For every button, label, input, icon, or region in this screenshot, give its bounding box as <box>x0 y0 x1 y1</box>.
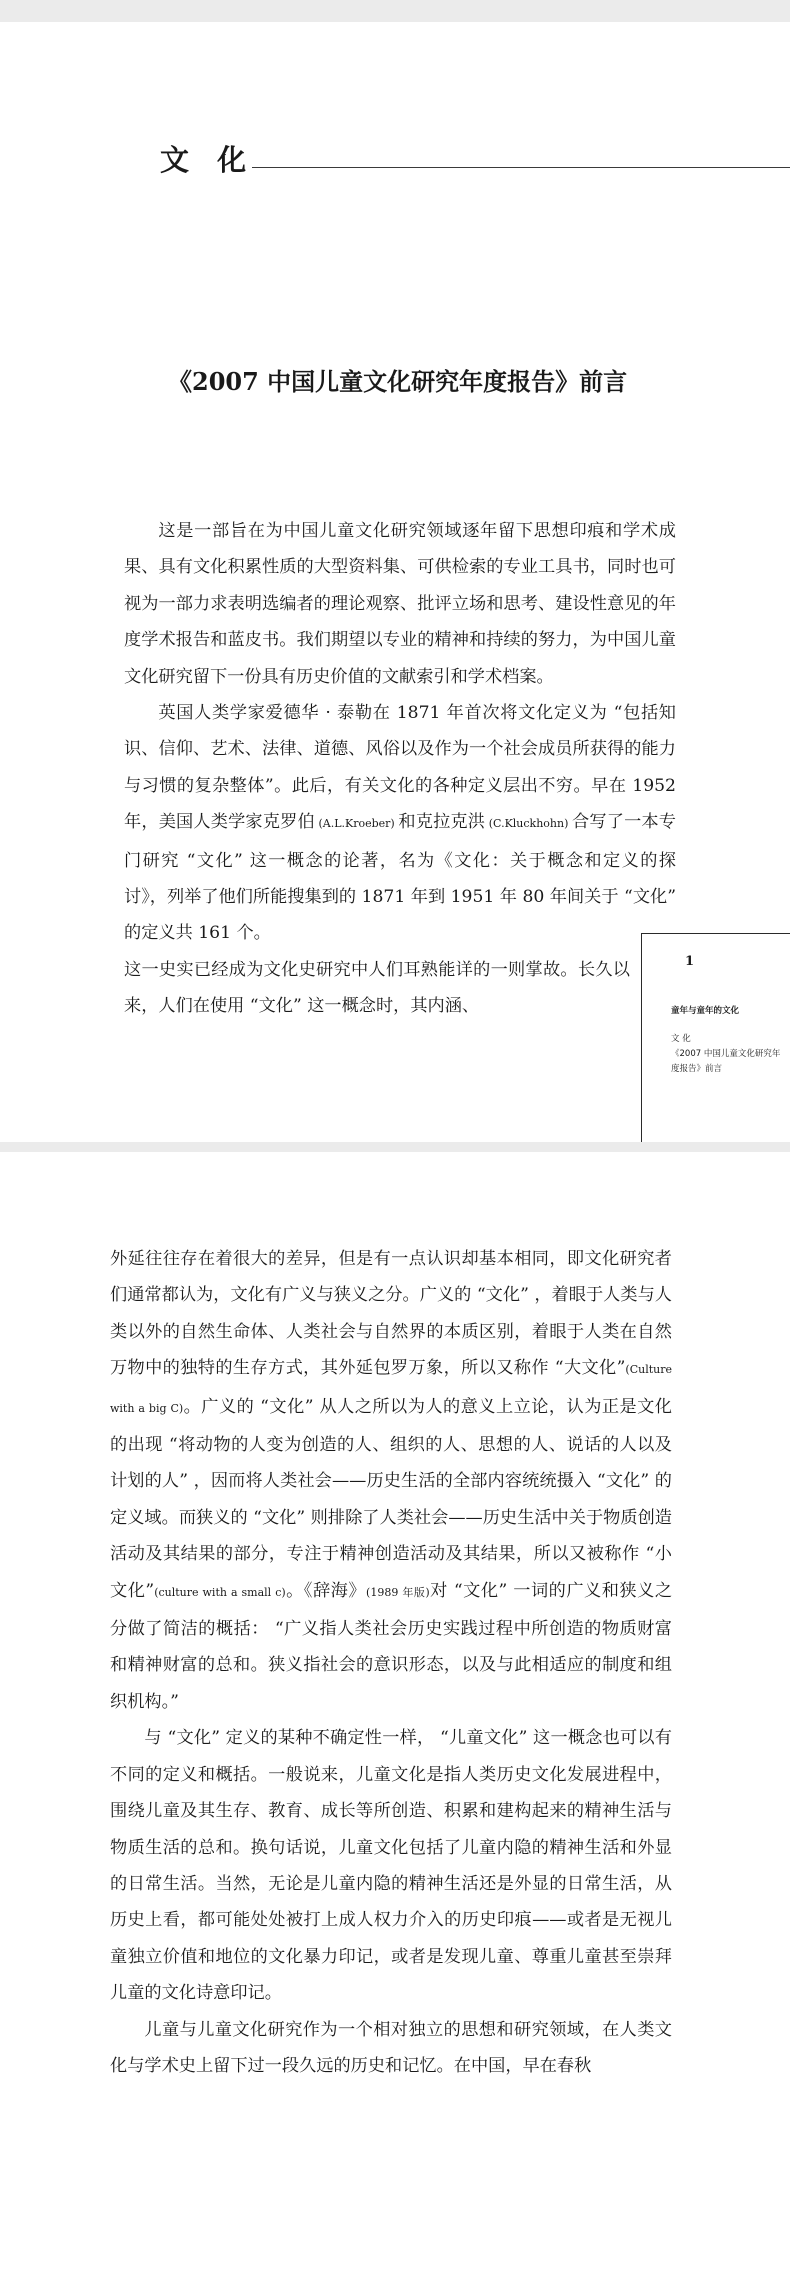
section-title: 文 化 <box>160 143 256 177</box>
paragraph-4: 与 “文化” 定义的某种不确定性一样， “儿童文化” 这一概念也可以有不同的定义和概括。一般说来，儿童文化是指人类历史文化发展进程中，围绕儿童及其生存、教育、成长等所创造、积累和建构起来的精神生活与物质生活的总和。换句话说，儿童文化包括了儿童内隐的精神生活和外显的日常生活。当然，无论是儿童内隐的精神生活还是外显的日常生活，从历史上看，都可能处处被打上成人权力介入的历史印痕——或者是无视儿童独立价值和地位的文化暴力印记，或者是发现儿童、尊重儿童甚至崇拜儿童的文化诗意印记。 <box>110 1728 672 2004</box>
section-reference <box>671 1032 781 1077</box>
page-2 <box>0 1152 790 2282</box>
paragraph-2-text-a: 英国人类学家爱德华 · 泰勒在 1871 年首次将文化定义为 “包括知识、信仰、艺术、法律、道德、风俗以及作为一个社会成员所获得的能力与习惯的复杂整体”。此后，有关文化的各种定义层出不穷。早在 1952 年，美国人类学家克罗伯 <box>124 703 676 833</box>
paragraph-2-text-c: 合写了一本专门研究 “文化” 这一概念的论著，名为《文化：关于概念和定义的探讨》，列举了他们所能搜集到的 1871 年到 1951 年 80 年间关于 “文化” 的定义共 161 个。 <box>124 812 676 944</box>
section-reference-line-2: 《2007 中国儿童文化研究年度报告》前言 <box>671 1049 781 1074</box>
article-title: 《2007 中国儿童文化研究年度报告》前言 <box>168 367 628 396</box>
kluckhohn-name: (C.Kluckhohn) <box>485 817 573 831</box>
paragraph-3-text-d: 对 “文化” 一词的广义和狭义之分做了简洁的概括： “广义指人类社会历史实践过程中所创造的物质财富和精神财富的总和。狭义指社会的意识形态，以及与此相适应的制度和组织机构。” <box>110 1580 673 1712</box>
paragraph-3-text-c: 。《辞海》 <box>285 1580 367 1601</box>
section-reference-line-1: 文 化 <box>671 1034 691 1044</box>
section-title-rule <box>252 167 790 168</box>
book-title: 童年与童年的文化 <box>671 1006 740 1016</box>
paragraph-3-text-b: 。广义的 “文化” 从人之所以为人的意义上立论，认为正是文化的出现 “将动物的人变为创造的人、组织的人、思想的人、说话的人以及计划的人” ，因而将人类社会——历史生活的全部内容统统摄入 “文化” 的定义域。而狭义的 “文化” 则排除了人类社会——历史生活中关于物质创造活动及其结果的部分，专注于精神创造活动及其结果，所以又被称作 “小文化” <box>110 1396 672 1601</box>
page-1-body <box>124 513 676 1025</box>
small-c-note: (culture with a small c) <box>154 1585 286 1599</box>
cihai-edition-note: (1989 年版) <box>366 1585 430 1599</box>
paragraph-1: 这是一部旨在为中国儿童文化研究领域逐年留下思想印痕和学术成果、具有文化积累性质的大型资料集、可供检索的专业工具书，同时也可视为一部力求表明选编者的理论观察、批评立场和思考、建设性意见的年度学术报告和蓝皮书。我们期望以专业的精神和持续的努力，为中国儿童文化研究留下一份具有历史价值的文献索引和学术档案。 <box>124 521 676 687</box>
kroeber-name: (A.L.Kroeber) <box>314 817 399 831</box>
paragraph-3 <box>110 1241 672 1720</box>
paragraph-5: 儿童与儿童文化研究作为一个相对独立的思想和研究领域，在人类文化与学术史上留下过一段久远的历史和记忆。在中国，早在春秋 <box>110 2019 672 2076</box>
paragraph-2-text-b: 和克拉克洪 <box>398 812 486 833</box>
big-c-note: (Culture with a big C) <box>110 1363 672 1415</box>
page-number: 1 <box>685 954 695 969</box>
margin-note <box>641 933 790 1142</box>
paragraph-2 <box>124 695 676 952</box>
paragraph-3-text-a: 外延往往存在着很大的差异，但是有一点认识却基本相同，即文化研究者们通常都认为，文化有广义与狭义之分。广义的 “文化” ，着眼于人类与人类以外的自然生命体、人类社会与自然界的本质区别，着眼于人类在自然万物中的独特的生存方式，其外延包罗万象，所以又称作 “大文化” <box>110 1249 672 1379</box>
page-2-body <box>110 1241 672 2084</box>
paragraph-2-continued: 这一史实已经成为文化史研究中人们耳熟能详的一则掌故。长久以来，人们在使用 “文化” 这一概念时，其内涵、 <box>124 959 630 1017</box>
page-1 <box>0 22 790 1142</box>
